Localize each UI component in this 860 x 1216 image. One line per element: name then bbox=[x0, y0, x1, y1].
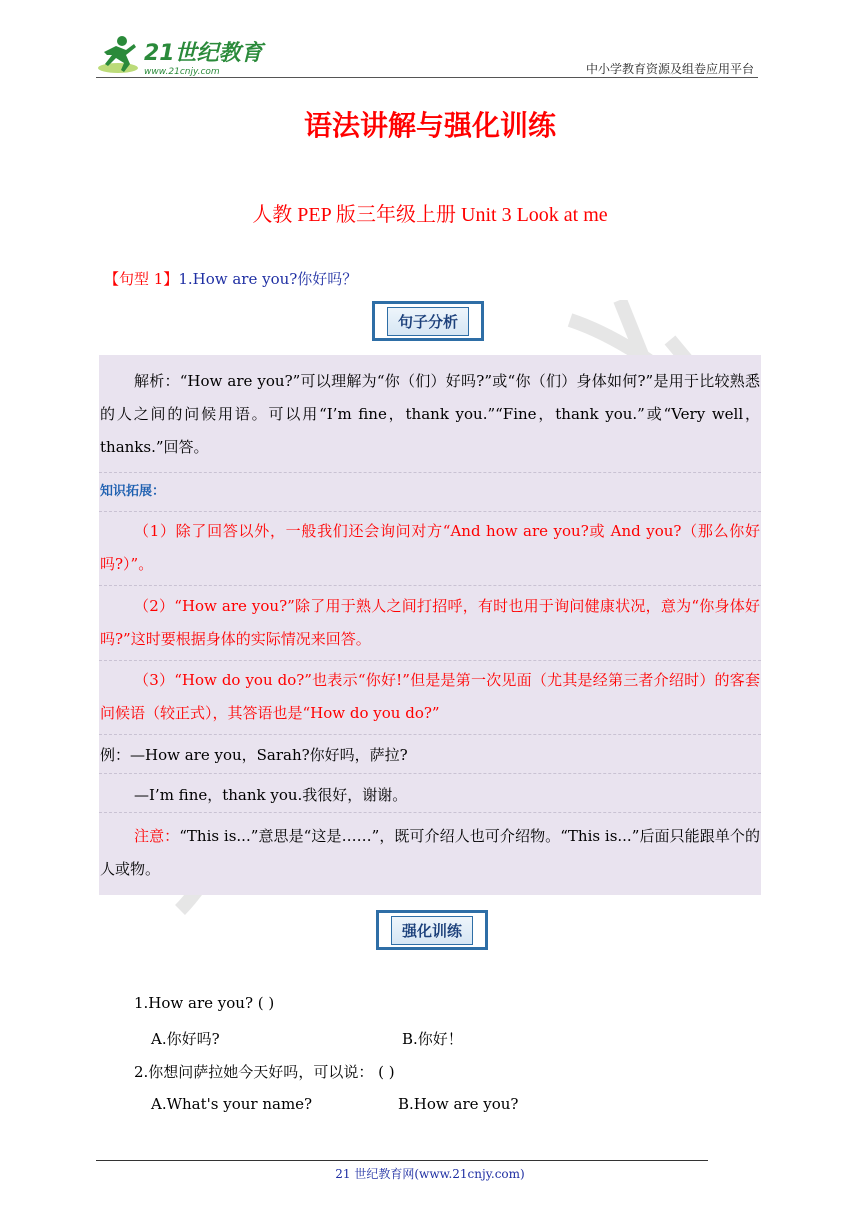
panel-divider bbox=[99, 472, 761, 473]
logo bbox=[96, 34, 266, 80]
panel-divider bbox=[99, 511, 761, 512]
extension-heading-row bbox=[100, 474, 760, 508]
question-1-option-a[interactable]: A.你好吗? bbox=[151, 1030, 220, 1048]
question-1: 1.How are you? ( ) bbox=[134, 994, 275, 1012]
extension-item-1: （1）除了回答以外，一般我们还会询问对方“And how are you?或 And you?（那么你好吗?）”。 bbox=[100, 522, 760, 573]
example-line-1: 例：—How are you，Sarah?你好吗，萨拉? bbox=[100, 746, 408, 764]
footer-link[interactable]: 21 世纪教育网(www.21cnjy.com) bbox=[335, 1167, 525, 1181]
note-text: “This is...”意思是“这是……”，既可介绍人也可介绍物。“This is...”后面只能跟单个的人或物。 bbox=[100, 827, 760, 878]
panel-divider bbox=[99, 773, 761, 774]
analysis-paragraph: 解析：“How are you?”可以理解为“你（们）好吗?”或“你（们）身体如何?”是用于比较熟悉的人之间的问候用语。可以用“I’m fine，thank you.”“Fine，thank you.”或“Very well，thanks.”回答。 bbox=[100, 372, 760, 456]
sentence-analysis-button[interactable] bbox=[372, 301, 484, 341]
panel-divider bbox=[99, 585, 761, 586]
logo-text: 21世纪教育 bbox=[144, 41, 263, 66]
footer-divider bbox=[96, 1160, 708, 1161]
note-paragraph bbox=[100, 820, 760, 886]
header-divider bbox=[96, 77, 758, 78]
logo-url: www.21cnjy.com bbox=[144, 67, 220, 77]
question-2-option-b[interactable]: B.How are you? bbox=[398, 1095, 519, 1113]
extension-item-3: （3）“How do you do?”也表示“你好!”但是是第一次见面（尤其是经第三者介绍时）的客套问候语（较正式），其答语也是“How do you do?” bbox=[100, 671, 760, 722]
panel-divider bbox=[99, 660, 761, 661]
pattern-tag: 【句型 1】 bbox=[104, 270, 179, 288]
training-button[interactable] bbox=[376, 910, 488, 950]
sentence-pattern bbox=[104, 268, 357, 289]
extension-heading: 知识拓展： bbox=[100, 484, 166, 499]
page-title: 语法讲解与强化训练 bbox=[303, 109, 556, 142]
header-platform-text: 中小学教育资源及组卷应用平台 bbox=[585, 62, 754, 76]
example-line-2: —I’m fine，thank you.我很好，谢谢。 bbox=[134, 786, 408, 804]
pattern-text: 1.How are you?你好吗？ bbox=[178, 270, 358, 288]
page-subtitle: 人教 PEP 版三年级上册 Unit 3 Look at me bbox=[252, 204, 608, 226]
question-2-option-a[interactable]: A.What's your name? bbox=[151, 1095, 313, 1113]
panel-divider bbox=[99, 812, 761, 813]
logo-runner-icon bbox=[96, 34, 266, 80]
panel-divider bbox=[99, 734, 761, 735]
extension-item-2: （2）“How are you?”除了用于熟人之间打招呼，有时也用于询问健康状况，意为“你身体好吗?”这时要根据身体的实际情况来回答。 bbox=[100, 597, 760, 648]
training-label: 强化训练 bbox=[391, 916, 473, 945]
question-2: 2.你想问萨拉她今天好吗，可以说： ( ) bbox=[134, 1063, 395, 1081]
note-label: 注意： bbox=[134, 827, 180, 845]
sentence-analysis-label: 句子分析 bbox=[387, 307, 469, 336]
question-1-option-b[interactable]: B.你好！ bbox=[402, 1030, 463, 1048]
